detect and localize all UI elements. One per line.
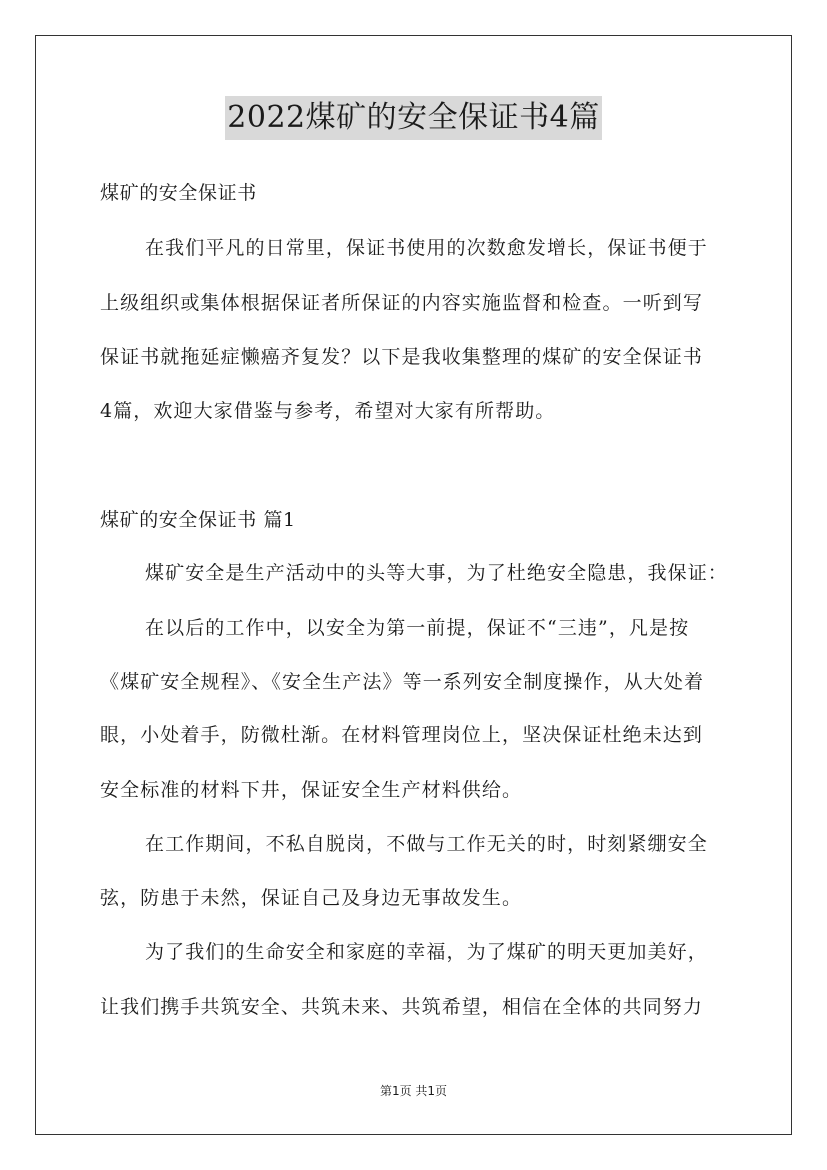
- intro-line: 4篇，欢迎大家借鉴与参考，希望对大家有所帮助。: [100, 400, 556, 422]
- body-line: 煤矿安全是生产活动中的头等大事，为了杜绝安全隐患，我保证：: [145, 562, 728, 584]
- intro-line: 保证书就拖延症懒癌齐复发？以下是我收集整理的煤矿的安全保证书: [100, 346, 704, 368]
- title-wrap: [0, 96, 827, 140]
- body-line: 弦，防患于未然，保证自己及身边无事故发生。: [100, 887, 523, 909]
- intro-line: 在我们平凡的日常里，保证书使用的次数愈发增长，保证书便于: [145, 237, 708, 259]
- body-line: 在以后的工作中，以安全为第一前提，保证不“三违”，凡是按: [145, 617, 690, 639]
- intro-line: 上级组织或集体根据保证者所保证的内容实施监督和检查。一听到写: [100, 292, 704, 314]
- body-line: 让我们携手共筑安全、共筑未来、共筑希望，相信在全体的共同努力: [100, 996, 704, 1018]
- body-line: 安全标准的材料下井，保证安全生产材料供给。: [100, 779, 523, 801]
- body-line: 为了我们的生命安全和家庭的幸福，为了煤矿的明天更加美好，: [145, 941, 708, 963]
- page-footer: 第1页 共1页: [379, 1084, 448, 1098]
- section-heading: 煤矿的安全保证书 篇1: [100, 509, 296, 531]
- body-line: 在工作期间，不私自脱岗，不做与工作无关的时，时刻紧绷安全: [145, 833, 708, 855]
- document-subtitle: 煤矿的安全保证书: [100, 182, 257, 204]
- body-line: 眼，小处着手，防微杜渐。在材料管理岗位上，坚决保证杜绝未达到: [100, 724, 704, 746]
- body-line: 《煤矿安全规程》、《安全生产法》等一系列安全制度操作，从大处着: [100, 671, 705, 693]
- document-title: 2022煤矿的安全保证书4篇: [225, 96, 601, 140]
